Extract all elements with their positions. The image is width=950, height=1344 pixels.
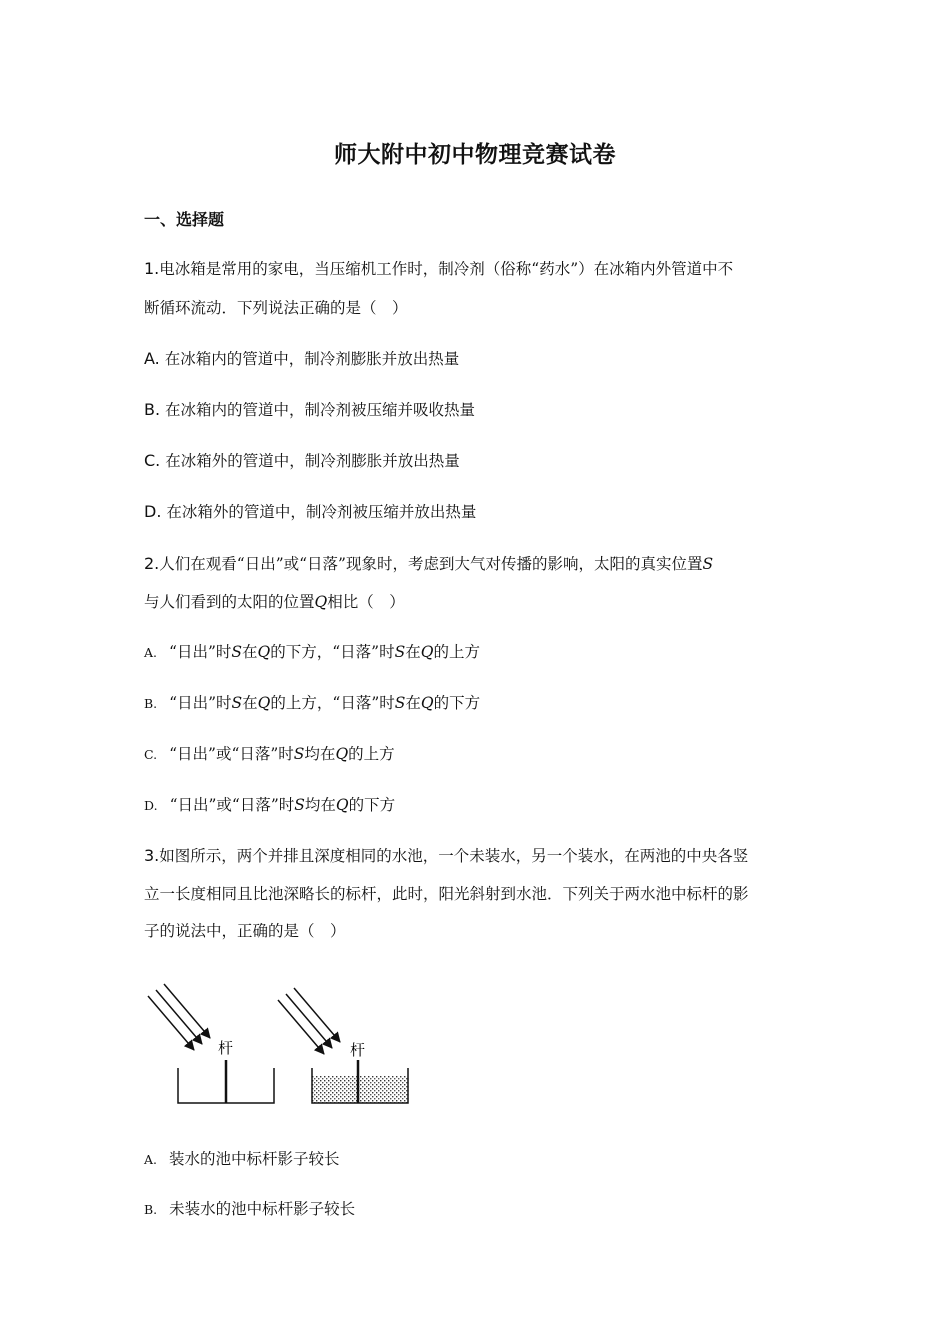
question-1-line-2: 断循环流动．下列说法正确的是（ ） xyxy=(144,299,408,317)
question-2-option-d[interactable]: D. “日出”或“日落”时S均在Q的下方 xyxy=(144,796,396,814)
question-1-text: 电冰箱是常用的家电，当压缩机工作时，制冷剂（俗称“药水”）在冰箱内外管道中不 xyxy=(159,260,734,278)
question-1-number: 1. xyxy=(144,259,160,278)
question-3-number: 3. xyxy=(144,846,160,865)
question-3-option-b[interactable]: B. 未装水的池中标杆影子较长 xyxy=(144,1200,356,1218)
question-2-option-c[interactable]: C. “日出”或“日落”时S均在Q的上方 xyxy=(144,745,395,763)
left-pole-label: 杆 xyxy=(218,1039,234,1057)
right-pole-label: 杆 xyxy=(350,1041,366,1059)
pools-figure xyxy=(140,980,430,1110)
section-heading: 一、选择题 xyxy=(144,210,225,229)
question-2-option-b[interactable]: B. “日出”时S在Q的上方，“日落”时S在Q的下方 xyxy=(144,694,481,712)
question-1-line-1 xyxy=(144,259,733,279)
question-3-option-a[interactable]: A. 装水的池中标杆影子较长 xyxy=(144,1150,340,1168)
question-1-option-a[interactable]: A. 在冰箱内的管道中，制冷剂膨胀并放出热量 xyxy=(144,349,460,368)
question-2-number: 2. xyxy=(144,554,160,573)
right-sunlight-rays xyxy=(278,988,340,1054)
pool-water xyxy=(312,1076,408,1103)
question-3-line-1: 3.如图所示，两个并排且深度相同的水池，一个未装水，另一个装水，在两池的中央各竖 xyxy=(144,846,749,865)
page-title: 师大附中初中物理竞赛试卷 xyxy=(334,142,616,168)
question-2-line-1: 2.人们在观看“日出”或“日落”现象时，考虑到大气对传播的影响，太阳的真实位置S xyxy=(144,554,714,573)
question-1-option-b[interactable]: B. 在冰箱内的管道中，制冷剂被压缩并吸收热量 xyxy=(144,400,476,419)
question-2-option-a[interactable]: A. “日出”时S在Q的下方，“日落”时S在Q的上方 xyxy=(144,643,480,661)
left-sunlight-rays xyxy=(148,984,210,1050)
question-3-line-3: 子的说法中，正确的是（ ） xyxy=(144,922,346,940)
question-3-line-2: 立一长度相同且比池深略长的标杆，此时，阳光斜射到水池．下列关于两水池中标杆的影 xyxy=(144,885,749,903)
question-1-option-d[interactable]: D. 在冰箱外的管道中，制冷剂被压缩并放出热量 xyxy=(144,502,477,521)
question-2-line-2: 与人们看到的太阳的位置Q相比（ ） xyxy=(144,593,405,611)
question-1-option-c[interactable]: C. 在冰箱外的管道中，制冷剂膨胀并放出热量 xyxy=(144,451,460,470)
